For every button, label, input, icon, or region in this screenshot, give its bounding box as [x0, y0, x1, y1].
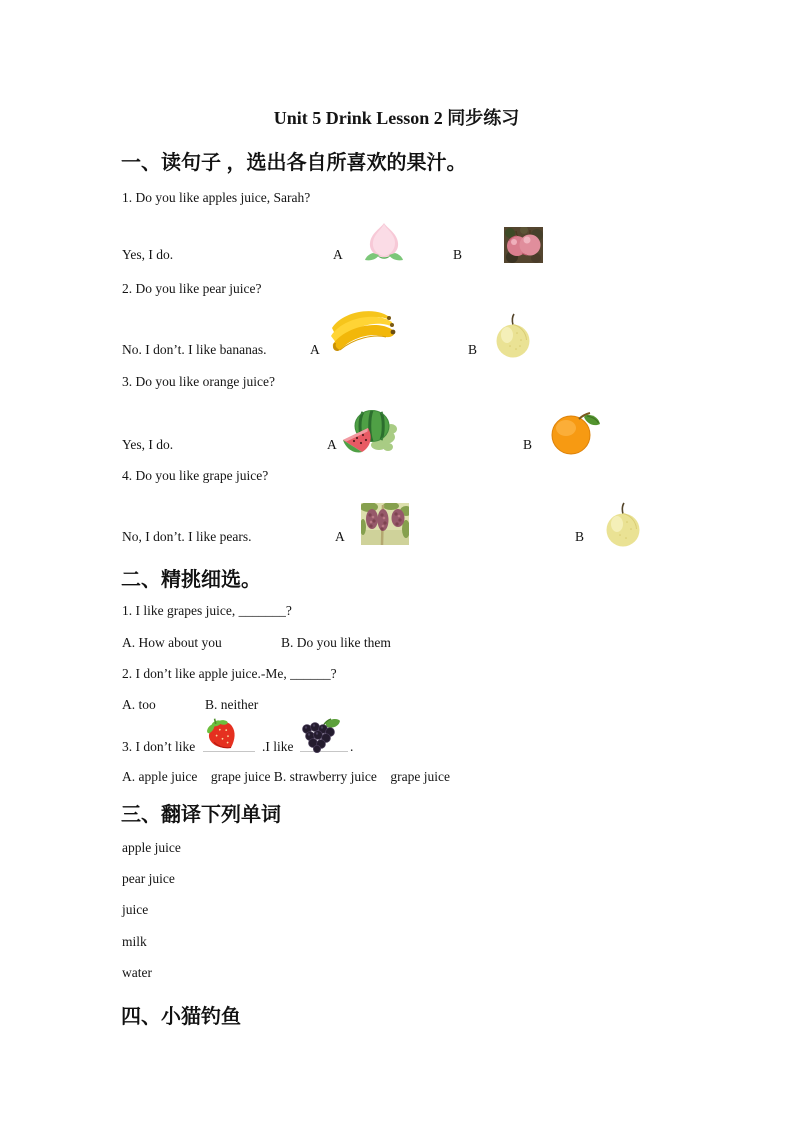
s1-q2-label-a: A — [310, 342, 320, 357]
s2-q2-text: 2. I don’t like apple juice.-Me, ______? — [122, 666, 337, 681]
pear-image — [495, 313, 532, 364]
s2-q3-text-3: . — [350, 739, 354, 754]
s1-q4-label-a: A — [335, 529, 345, 544]
watermelon-image — [341, 407, 397, 460]
s1-q4-answer: No, I don’t. I like pears. — [122, 529, 252, 544]
s1-q3-answer: Yes, I do. — [122, 437, 174, 452]
section1-heading: 一、读句子 ，选出各自所喜欢的果汁。 — [121, 152, 467, 174]
s1-q4-text: 4. Do you like grape juice? — [122, 468, 269, 483]
s2-q1-option-a: A. How about you — [122, 635, 222, 650]
section2-heading: 二、精挑细选。 — [121, 569, 261, 591]
s3-word-2: pear juice — [122, 871, 175, 886]
s2-q2-option-b: B. neither — [205, 697, 259, 712]
s3-word-1: apple juice — [122, 840, 181, 855]
s3-word-5: water — [122, 965, 152, 980]
s1-q1-label-a: A — [333, 247, 343, 262]
pear-image-2 — [605, 502, 642, 553]
section3-heading: 三、翻译下列单词 — [121, 804, 281, 826]
s1-q1-answer: Yes, I do. — [122, 247, 174, 262]
s3-word-3: juice — [122, 902, 149, 917]
s2-q3-text-2: .I like — [262, 739, 294, 754]
black-grapes-image — [297, 717, 341, 758]
s1-q2-label-b: B — [468, 342, 478, 357]
s2-q1-option-b: B. Do you like them — [281, 635, 391, 650]
s2-q3-options: A. apple juice grape juice B. strawberry juice grape juice — [122, 769, 450, 784]
s3-word-4: milk — [122, 934, 147, 949]
s1-q2-answer: No. I don’t. I like bananas. — [122, 342, 267, 357]
s2-q2-option-a: A. too — [122, 697, 156, 712]
s1-q1-label-b: B — [453, 247, 463, 262]
apples-photo-image — [504, 227, 543, 268]
s2-q3-text-1: 3. I don’t like — [122, 739, 196, 754]
section4-heading: 四、小猫钓鱼 — [121, 1006, 241, 1028]
s1-q3-label-b: B — [523, 437, 533, 452]
s2-q1-text: 1. I like grapes juice, _______? — [122, 603, 292, 618]
peach-image — [362, 220, 406, 267]
worksheet-title: Unit 5 Drink Lesson 2 同步练习 — [273, 108, 520, 128]
bananas-image — [328, 306, 398, 363]
s1-q3-label-a: A — [327, 437, 337, 452]
s1-q4-label-b: B — [575, 529, 585, 544]
s1-q1-text: 1. Do you like apples juice, Sarah? — [122, 190, 311, 205]
s1-q3-text: 3. Do you like orange juice? — [122, 374, 275, 389]
grapes-photo-image — [361, 503, 409, 550]
strawberry-image — [203, 714, 243, 757]
orange-image — [546, 409, 602, 460]
s1-q2-text: 2. Do you like pear juice? — [122, 281, 262, 296]
